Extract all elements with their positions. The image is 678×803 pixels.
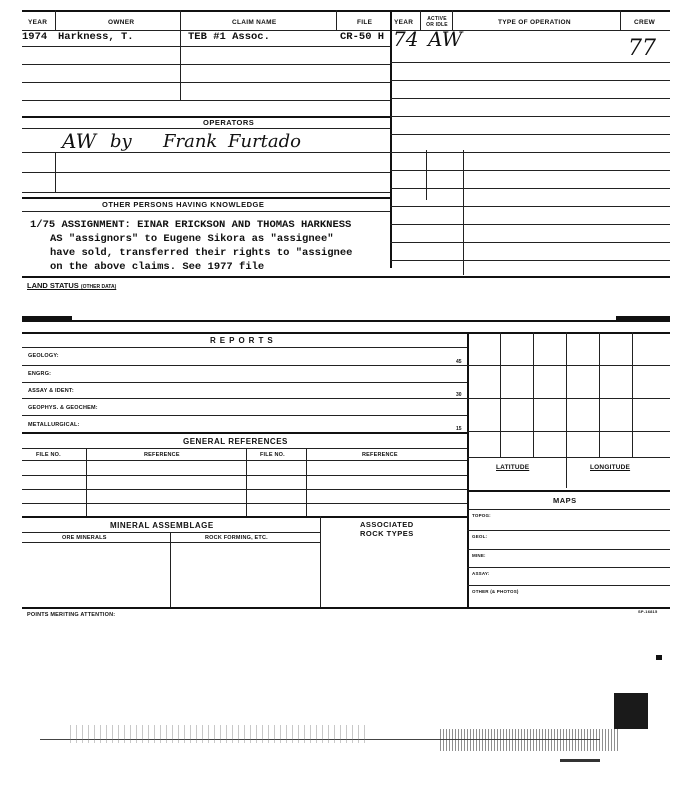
report-row-label: METALLURGICAL: <box>28 422 80 428</box>
col-crew: CREW <box>634 19 656 26</box>
reports-title: REPORTS <box>210 336 277 345</box>
entry-year: 1974 <box>22 31 48 43</box>
ore-minerals-label: ORE MINERALS <box>62 535 107 541</box>
other-persons-line-3: have sold, transferred their rights to "assignee <box>50 247 353 259</box>
maps-title: MAPS <box>553 496 577 505</box>
operators-hand-4: Furtado <box>228 131 302 152</box>
entry-file: CR-50 H <box>340 31 385 43</box>
ref-col-file-no: FILE NO. <box>36 452 61 458</box>
scan-artifact <box>0 715 678 775</box>
entry-owner: Harkness, T. <box>58 31 134 43</box>
report-row-label: GEOPHYS. & GEOCHEM: <box>28 405 98 411</box>
other-persons-line-1: 1/75 ASSIGNMENT: EINAR ERICKSON AND THOMAS HARKNESS <box>30 219 352 231</box>
mineral-assemblage-title: MINERAL ASSEMBLAGE <box>110 521 214 530</box>
report-row-num: 45 <box>456 359 462 365</box>
land-status-label <box>27 281 116 290</box>
report-row-label: ENGRG: <box>28 371 52 377</box>
operators-hand-3: Frank <box>163 131 218 152</box>
col-year: YEAR <box>28 19 48 26</box>
maps-row-label: OTHER (& PHOTOS) <box>472 589 519 594</box>
longitude-label: LONGITUDE <box>590 464 631 471</box>
col-owner: OWNER <box>108 19 135 26</box>
entry-claim-name: TEB #1 Assoc. <box>188 31 270 43</box>
form-number: SP-16815 <box>638 609 658 614</box>
report-row-num: 30 <box>456 392 462 398</box>
maps-row-label: GEOL: <box>472 534 488 539</box>
land-status-title: LAND STATUS <box>27 281 79 290</box>
col-file: FILE <box>357 19 373 26</box>
maps-row-label: ASSAY: <box>472 571 490 576</box>
latitude-label: LATITUDE <box>496 464 530 471</box>
col-type-of-operation: TYPE OF OPERATION <box>498 19 571 26</box>
other-persons-title: OTHER PERSONS HAVING KNOWLEDGE <box>102 200 265 209</box>
report-row-num: 15 <box>456 426 462 432</box>
associated-label: ASSOCIATED <box>360 520 414 529</box>
operators-hand-1: AW <box>62 129 97 153</box>
rock-forming-label: ROCK FORMING, ETC. <box>205 535 268 541</box>
other-persons-line-2: AS "assignors" to Eugene Sikora as "assignee" <box>50 233 334 245</box>
rock-types-label: ROCK TYPES <box>360 529 414 538</box>
col-year-2: YEAR <box>394 19 414 26</box>
operators-title: OPERATORS <box>203 118 255 127</box>
col-active-or-idle: ACTIVE OR IDLE <box>426 16 448 28</box>
report-row-label: GEOLOGY: <box>28 353 59 359</box>
entry-hand-active: AW <box>428 27 463 51</box>
maps-row-label: TOPOG: <box>472 513 491 518</box>
maps-row-label: MINE: <box>472 553 486 558</box>
entry-hand-year: 74 <box>393 27 419 51</box>
report-row-label: ASSAY & IDENT: <box>28 388 74 394</box>
entry-hand-crew: 77 <box>628 36 656 61</box>
col-claim-name: CLAIM NAME <box>232 19 277 26</box>
points-meriting-attention: POINTS MERITING ATTENTION: <box>27 612 116 618</box>
ref-col-reference: REFERENCE <box>144 452 180 458</box>
other-persons-line-4: on the above claims. See 1977 file <box>50 261 265 273</box>
ref-col-reference-2: REFERENCE <box>362 452 398 458</box>
general-references-title: GENERAL REFERENCES <box>183 437 288 446</box>
ref-col-file-no-2: FILE NO. <box>260 452 285 458</box>
operators-hand-2: by <box>110 131 132 152</box>
land-status-sub: (OTHER DATA) <box>80 284 117 290</box>
